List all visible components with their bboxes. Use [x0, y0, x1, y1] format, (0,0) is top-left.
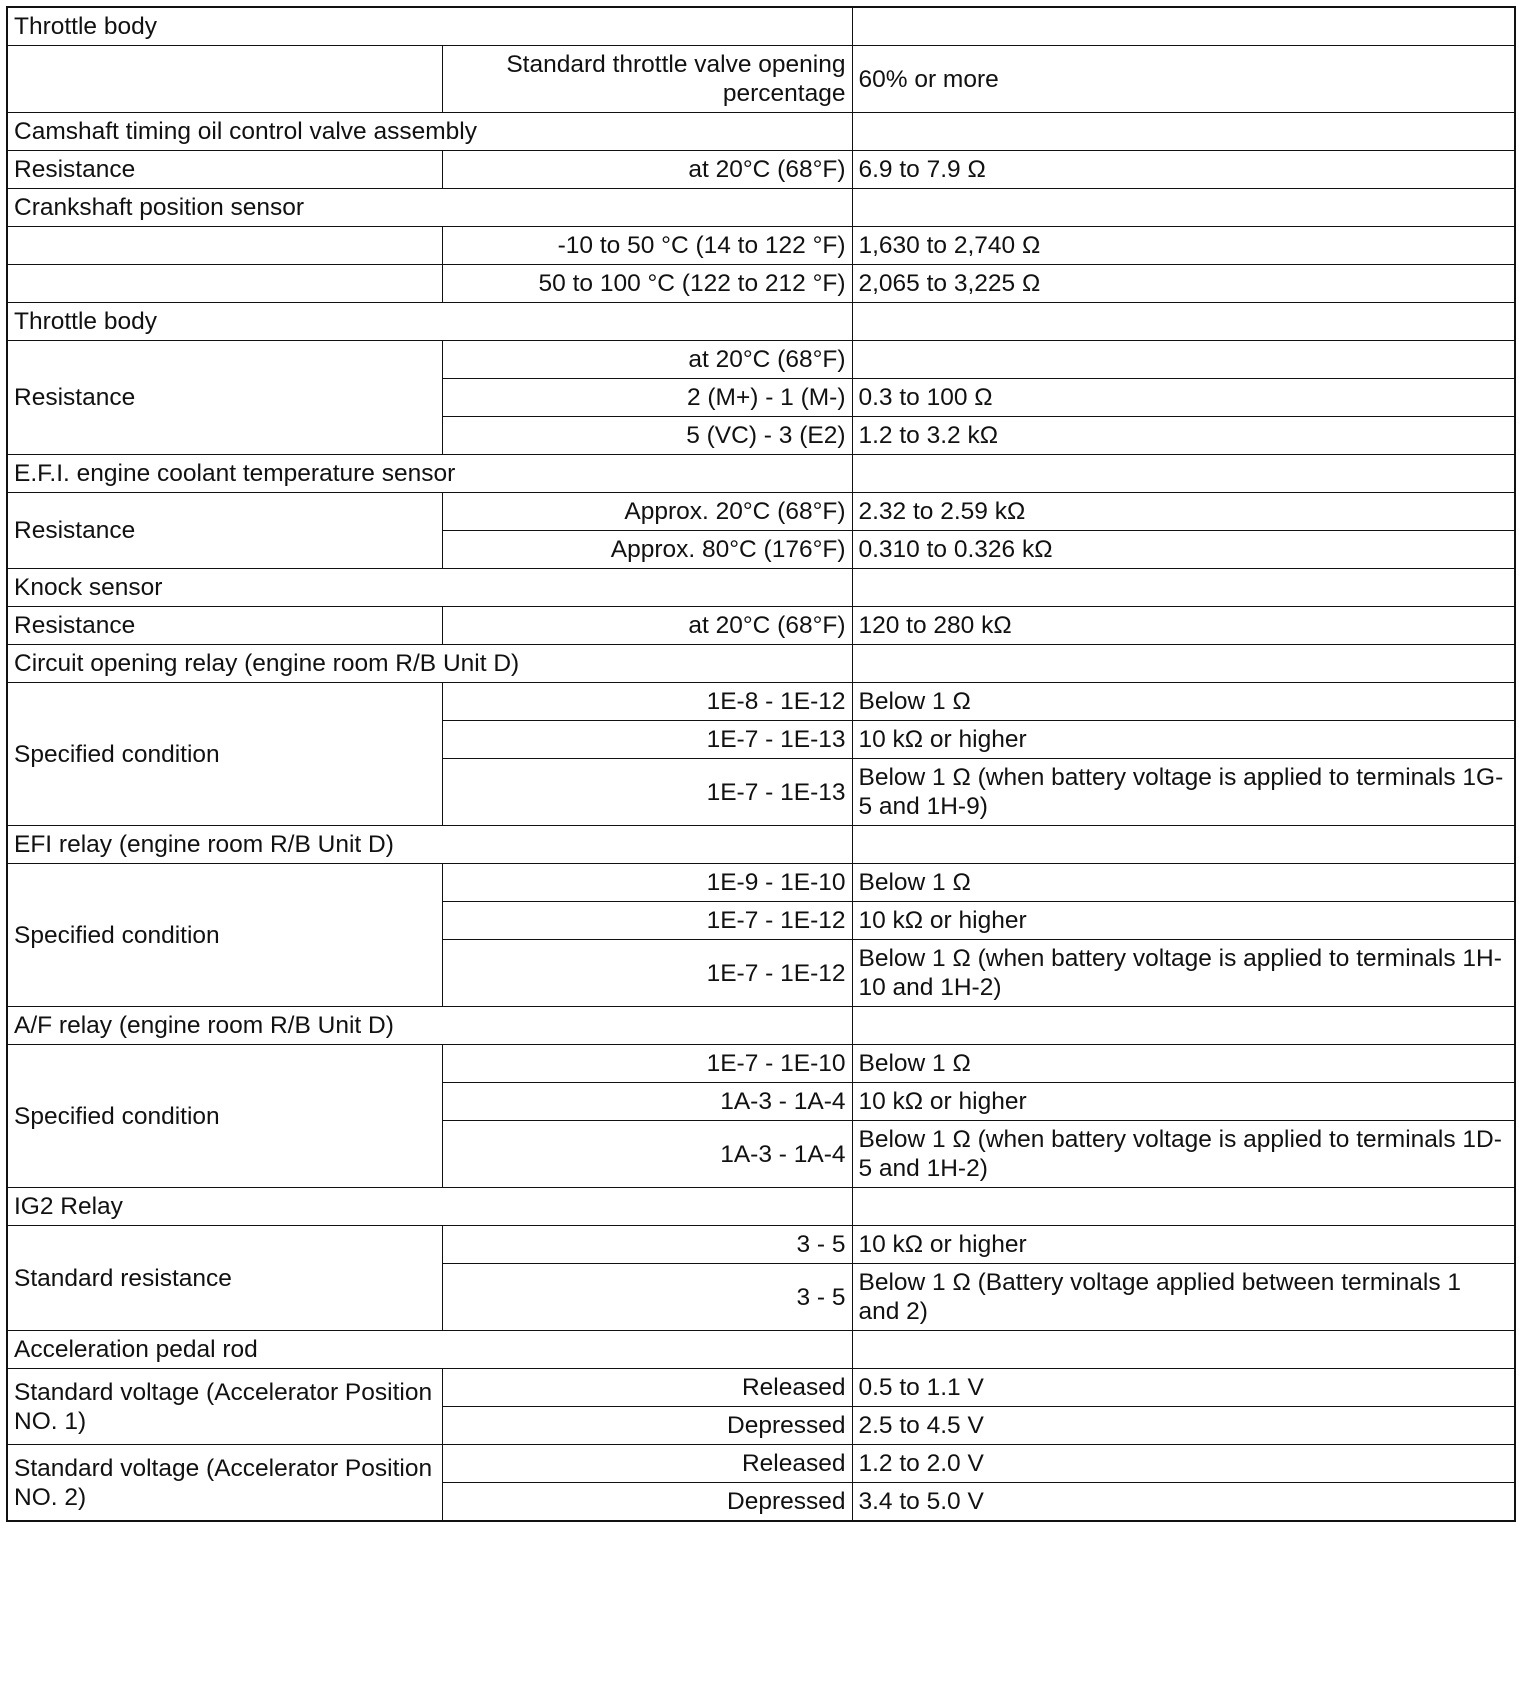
- row-label: Specified condition: [7, 1045, 442, 1188]
- test-condition: Depressed: [442, 1407, 852, 1445]
- specified-value: Below 1 Ω (when battery voltage is applied to terminals 1H-10 and 1H-2): [852, 940, 1515, 1007]
- specified-value: 2.32 to 2.59 kΩ: [852, 493, 1515, 531]
- test-condition: -10 to 50 °C (14 to 122 °F): [442, 227, 852, 265]
- section-title-value-cell: [852, 569, 1515, 607]
- section-title: Throttle body: [7, 303, 852, 341]
- test-condition: Released: [442, 1369, 852, 1407]
- section-title-row: [7, 7, 1515, 46]
- table-row: [7, 265, 1515, 303]
- section-title: Crankshaft position sensor: [7, 189, 852, 227]
- specified-value: 1.2 to 3.2 kΩ: [852, 417, 1515, 455]
- test-condition: 1A-3 - 1A-4: [442, 1083, 852, 1121]
- table-row: [7, 1226, 1515, 1264]
- row-label: [7, 265, 442, 303]
- specified-value: 0.3 to 100 Ω: [852, 379, 1515, 417]
- test-condition: 5 (VC) - 3 (E2): [442, 417, 852, 455]
- test-condition: Standard throttle valve opening percentage: [442, 46, 852, 113]
- table-row: [7, 227, 1515, 265]
- test-condition: 1E-7 - 1E-13: [442, 759, 852, 826]
- specified-value: 1.2 to 2.0 V: [852, 1445, 1515, 1483]
- test-condition: Approx. 20°C (68°F): [442, 493, 852, 531]
- test-condition: 1E-9 - 1E-10: [442, 864, 852, 902]
- section-title-value-cell: [852, 113, 1515, 151]
- specified-value: [852, 341, 1515, 379]
- section-title-value-cell: [852, 7, 1515, 46]
- table-row: [7, 493, 1515, 531]
- test-condition: 2 (M+) - 1 (M-): [442, 379, 852, 417]
- test-condition: 1E-7 - 1E-10: [442, 1045, 852, 1083]
- table-row: [7, 151, 1515, 189]
- section-title-row: [7, 1007, 1515, 1045]
- test-condition: 1E-7 - 1E-12: [442, 940, 852, 1007]
- specified-value: 120 to 280 kΩ: [852, 607, 1515, 645]
- section-title-row: [7, 189, 1515, 227]
- section-title-value-cell: [852, 303, 1515, 341]
- row-label: Specified condition: [7, 683, 442, 826]
- table-row: [7, 864, 1515, 902]
- specified-value: 1,630 to 2,740 Ω: [852, 227, 1515, 265]
- section-title-row: [7, 455, 1515, 493]
- test-condition: at 20°C (68°F): [442, 607, 852, 645]
- section-title-row: [7, 826, 1515, 864]
- specified-value: 2.5 to 4.5 V: [852, 1407, 1515, 1445]
- table-row: [7, 1445, 1515, 1483]
- row-label: Standard voltage (Accelerator Position NO. 1): [7, 1369, 442, 1445]
- specified-value: 6.9 to 7.9 Ω: [852, 151, 1515, 189]
- section-title-value-cell: [852, 645, 1515, 683]
- row-label: Specified condition: [7, 864, 442, 1007]
- row-label: [7, 227, 442, 265]
- test-condition: 50 to 100 °C (122 to 212 °F): [442, 265, 852, 303]
- specified-value: 10 kΩ or higher: [852, 1226, 1515, 1264]
- table-row: [7, 607, 1515, 645]
- section-title-row: [7, 113, 1515, 151]
- section-title-row: [7, 569, 1515, 607]
- row-label: Resistance: [7, 493, 442, 569]
- test-condition: 1E-8 - 1E-12: [442, 683, 852, 721]
- specified-value: Below 1 Ω (when battery voltage is applied to terminals 1G-5 and 1H-9): [852, 759, 1515, 826]
- test-condition: at 20°C (68°F): [442, 151, 852, 189]
- section-title-value-cell: [852, 455, 1515, 493]
- row-label: Resistance: [7, 151, 442, 189]
- specified-value: 60% or more: [852, 46, 1515, 113]
- specified-value: Below 1 Ω: [852, 683, 1515, 721]
- specified-value: 10 kΩ or higher: [852, 902, 1515, 940]
- specification-table: [6, 6, 1516, 1522]
- specified-value: Below 1 Ω (when battery voltage is applied to terminals 1D-5 and 1H-2): [852, 1121, 1515, 1188]
- specified-value: 0.5 to 1.1 V: [852, 1369, 1515, 1407]
- section-title-value-cell: [852, 1188, 1515, 1226]
- table-row: [7, 341, 1515, 379]
- table-row: [7, 683, 1515, 721]
- section-title-value-cell: [852, 1331, 1515, 1369]
- specified-value: Below 1 Ω: [852, 1045, 1515, 1083]
- section-title: A/F relay (engine room R/B Unit D): [7, 1007, 852, 1045]
- section-title: Throttle body: [7, 7, 852, 46]
- section-title-row: [7, 1188, 1515, 1226]
- section-title: Camshaft timing oil control valve assembly: [7, 113, 852, 151]
- row-label: Standard resistance: [7, 1226, 442, 1331]
- specified-value: 10 kΩ or higher: [852, 721, 1515, 759]
- specified-value: Below 1 Ω (Battery voltage applied between terminals 1 and 2): [852, 1264, 1515, 1331]
- specified-value: 0.310 to 0.326 kΩ: [852, 531, 1515, 569]
- test-condition: Approx. 80°C (176°F): [442, 531, 852, 569]
- section-title-row: [7, 645, 1515, 683]
- test-condition: 3 - 5: [442, 1264, 852, 1331]
- specified-value: Below 1 Ω: [852, 864, 1515, 902]
- section-title: Acceleration pedal rod: [7, 1331, 852, 1369]
- table-row: [7, 1369, 1515, 1407]
- section-title-row: [7, 1331, 1515, 1369]
- specified-value: 2,065 to 3,225 Ω: [852, 265, 1515, 303]
- section-title: EFI relay (engine room R/B Unit D): [7, 826, 852, 864]
- specified-value: 10 kΩ or higher: [852, 1083, 1515, 1121]
- test-condition: 1E-7 - 1E-12: [442, 902, 852, 940]
- section-title-value-cell: [852, 826, 1515, 864]
- row-label: Resistance: [7, 341, 442, 455]
- test-condition: 3 - 5: [442, 1226, 852, 1264]
- specification-table-body: [7, 7, 1515, 1521]
- row-label: [7, 46, 442, 113]
- test-condition: Released: [442, 1445, 852, 1483]
- table-row: [7, 1045, 1515, 1083]
- test-condition: 1A-3 - 1A-4: [442, 1121, 852, 1188]
- section-title: Circuit opening relay (engine room R/B Unit D): [7, 645, 852, 683]
- row-label: Standard voltage (Accelerator Position NO. 2): [7, 1445, 442, 1522]
- table-row: [7, 46, 1515, 113]
- section-title-value-cell: [852, 1007, 1515, 1045]
- specified-value: 3.4 to 5.0 V: [852, 1483, 1515, 1522]
- section-title-row: [7, 303, 1515, 341]
- section-title: Knock sensor: [7, 569, 852, 607]
- row-label: Resistance: [7, 607, 442, 645]
- test-condition: Depressed: [442, 1483, 852, 1522]
- section-title-value-cell: [852, 189, 1515, 227]
- section-title: E.F.I. engine coolant temperature sensor: [7, 455, 852, 493]
- test-condition: at 20°C (68°F): [442, 341, 852, 379]
- test-condition: 1E-7 - 1E-13: [442, 721, 852, 759]
- section-title: IG2 Relay: [7, 1188, 852, 1226]
